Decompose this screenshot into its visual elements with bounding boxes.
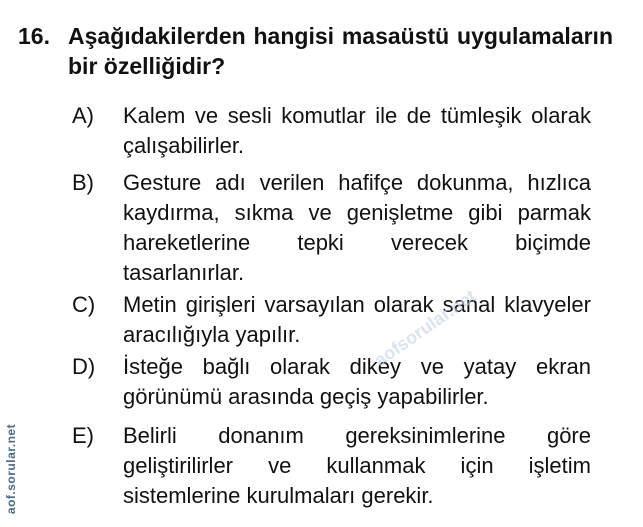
option-d-letter: D) [72, 354, 96, 379]
center-watermark: aofsorular.net [370, 285, 480, 371]
option-e-text: Belirli donanım gereksinimlerine göre geliştirilirler ve kullanmak için işletim sistemlerine kurulmaları gerekir. [123, 423, 591, 508]
option-c-text: Metin girişleri varsayılan olarak sanal klavyeler aracılığıyla yapılır. [123, 292, 591, 347]
option-a-letter: A) [72, 103, 94, 128]
option-a-text: Kalem ve sesli komutlar ile de tümleşik olarak çalışabilirler. [123, 103, 591, 158]
option-b-text: Gesture adı verilen hafifçe dokunma, hızlıca kaydırma, sıkma ve genişletme gibi parmak hareketlerine tepki verecek biçimde tasarlanırlar. [123, 170, 591, 285]
option-b-letter: B) [72, 170, 94, 195]
question-number: 16. [18, 23, 50, 49]
question-stem: Aşağıdakilerden hangisi masaüstü uygulamaların bir özelliğidir? [68, 23, 613, 79]
option-c-letter: C) [72, 292, 96, 317]
side-watermark: aof.sorular.net [4, 423, 18, 515]
option-d-text: İsteğe bağlı olarak dikey ve yatay ekran görünümü arasında geçiş yapabilirler. [123, 354, 591, 409]
option-e-letter: E) [72, 423, 94, 448]
